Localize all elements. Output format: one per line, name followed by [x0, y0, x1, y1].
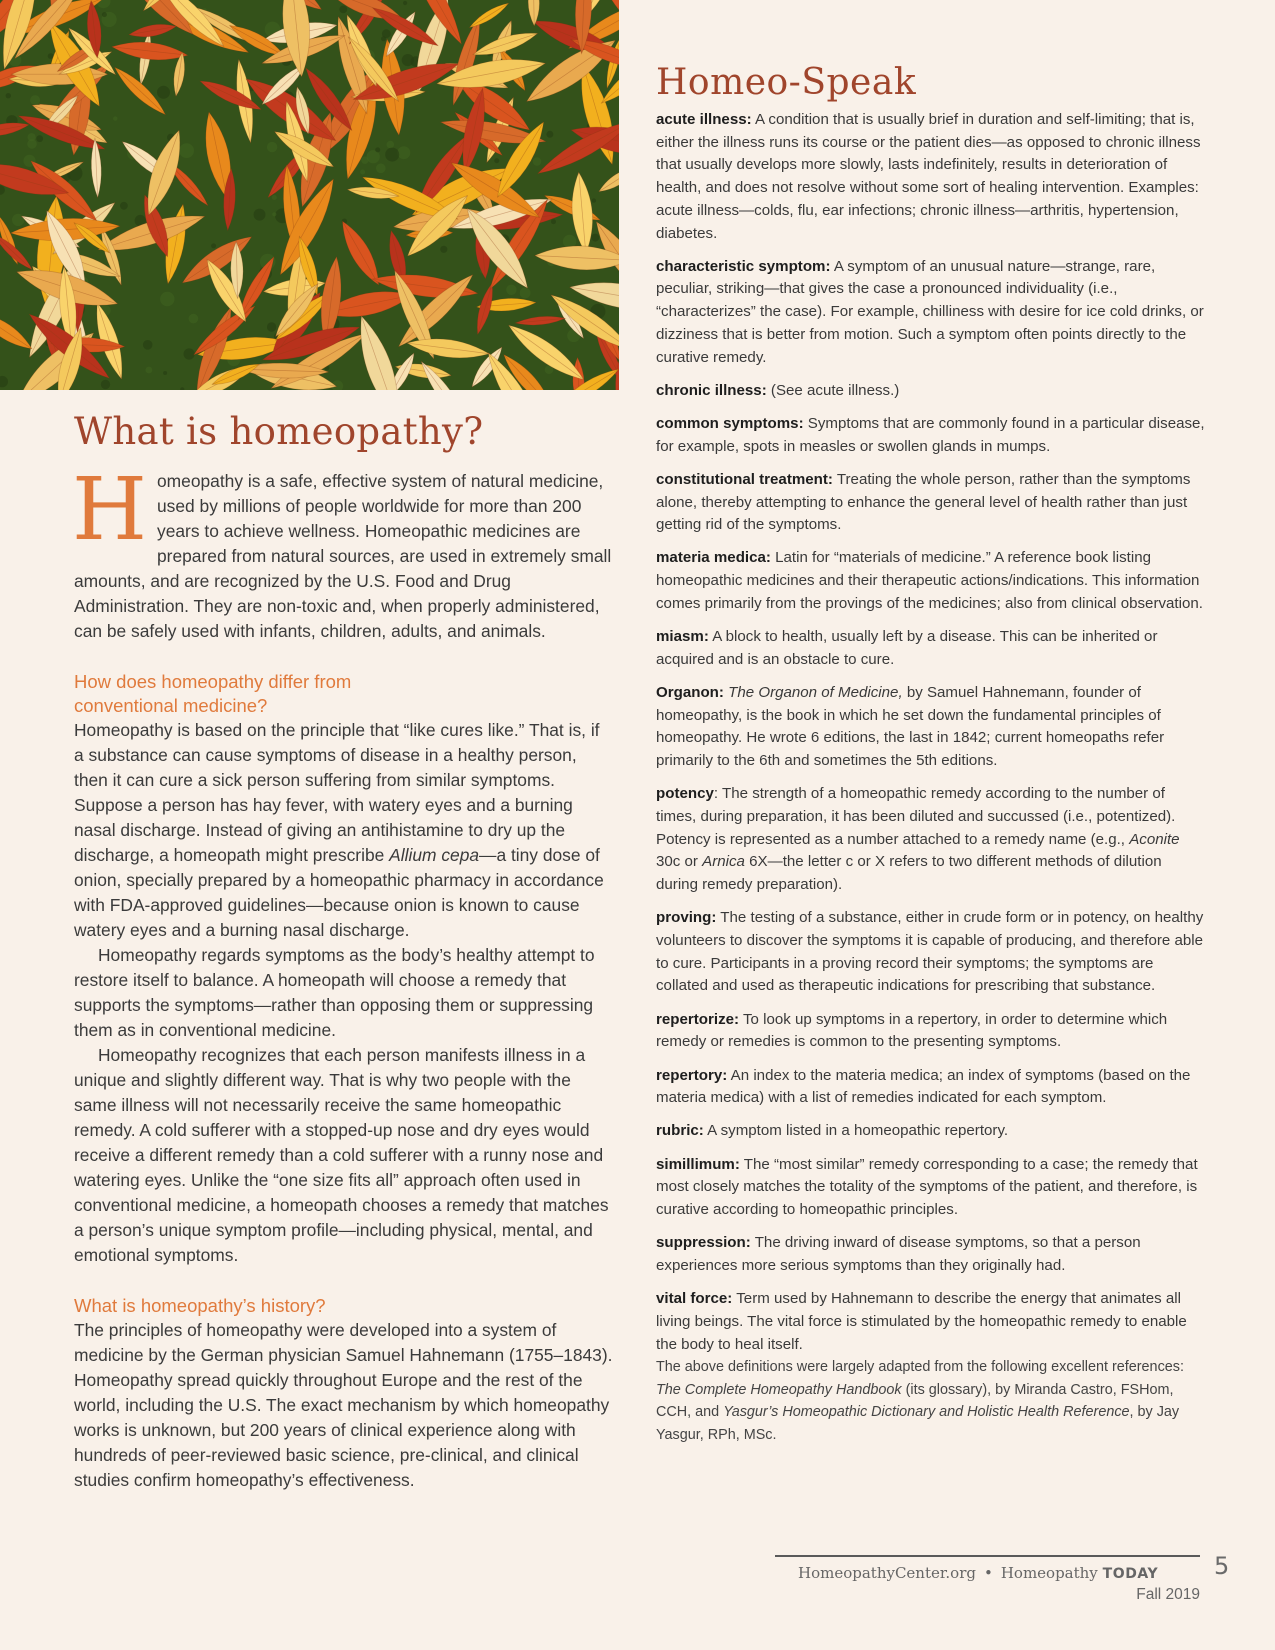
footer-rule [775, 1555, 1200, 1557]
footer-site-link[interactable]: HomeopathyCenter.org [798, 1564, 976, 1582]
paragraph-symptoms-balance: Homeopathy regards symptoms as the body’s healthy attempt to restore itself to balance. A homeopath will choose a remedy that supports the symptoms—rather than opposing them or suppressing them as in conventional medicine. [74, 945, 595, 1040]
glossary-entry-acute-illness: acute illness: A condition that is usually brief in duration and self-limiting; that is, either the illness runs its course or the patient dies—as opposed to chronic illness that usually develops more slowly, lasts indefinitely, results in deterioration of health, and does not resolve without some sort of healing intervention. Examples: acute illness—colds, flu, ear infections; chronic illness—arthritis, hypertension, diabetes. [656, 111, 1201, 242]
footer-issue-date: Fall 2019 [1136, 1586, 1200, 1603]
section-heading-differ: How does homeopathy differ from conventional medicine? [74, 671, 352, 716]
glossary-entry-organon: Organon: The Organon of Medicine, by Samuel Hahnemann, founder of homeopathy, is the book in which he set down the fundamental principles of homeopathy. He wrote 6 editions, the last in 1842; current homeopaths refer primarily to the 6th and sometimes the 5th editions. [656, 683, 1165, 770]
footer-magazine-name: Homeopathy [1000, 1564, 1098, 1582]
glossary-entry-potency: potency: The strength of a homeopathic remedy according to the number of times, during preparation, it has been diluted and succussed (i.e., potentized). Potency is represented as a number attached to a remedy name (e.g., Aconite 30c or Arnica 6X—the letter c or X refers to two different methods of dilution during remedy preparation). [656, 785, 1180, 894]
footer-magazine-today: TODAY [1102, 1566, 1159, 1582]
drop-cap: H [72, 460, 147, 560]
glossary-entry-simillimum: simillimum: The “most similar” remedy corresponding to a case; the remedy that most closely matches the totality of the symptoms of the patient, and therefore, is curative according to homeopathic principles. [656, 1155, 1198, 1219]
glossary-entry-rubric: rubric: A symptom listed in a homeopathic repertory. [656, 1122, 1009, 1140]
glossary-entry-chronic-illness: chronic illness: (See acute illness.) [656, 381, 900, 399]
glossary-source-note: The above definitions were largely adapted from the following excellent references: The Complete Homeopathy Handbook (its glossary), by Miranda Castro, FSHom, CCH, and Yasgur’s Homeopathic Dictionary and Holistic Health Reference, by Jay Yasgur, RPh, MSc. [656, 1359, 1184, 1444]
paragraph-like-cures-like: Homeopathy is based on the principle that “like cures like.” That is, if a substance can cause symptoms of disease in a healthy person, then it can cure a sick person suffering from similar symptoms. Suppose a person has hay fever, with watery eyes and a burning nasal discharge. Instead of giving an antihistamine to dry up the discharge, a homeopath might prescribe Allium cepa—a tiny dose of onion, specially prepared by a homeopathic pharmacy in accordance with FDA-approved guidelines—because onion is known to cause watery eyes and a burning nasal discharge. [74, 720, 604, 940]
page-number: 5 [1214, 1552, 1230, 1580]
article-column [74, 410, 614, 1493]
autumn-leaves-photo [0, 0, 619, 390]
footer [798, 1564, 1200, 1604]
glossary-title: Homeo-Speak [656, 62, 917, 103]
glossary-entry-miasm: miasm: A block to health, usually left by a disease. This can be inherited or acquired and is an obstacle to cure. [656, 628, 1158, 668]
paragraph-history: The principles of homeopathy were developed into a system of medicine by the German physician Samuel Hahnemann (1755–1843). Homeopathy spread quickly throughout Europe and the rest of the world, including the U.S. The exact mechanism by which homeopathy works is unknown, but 200 years of clinical experience along with hundreds of peer-reviewed basic science, pre-clinical, and clinical studies confirm homeopathy’s effectiveness. [74, 1320, 613, 1490]
glossary-entry-suppression: suppression: The driving inward of disease symptoms, so that a person experiences more serious symptoms than they originally had. [656, 1234, 1141, 1274]
paragraph-individual-illness: Homeopathy recognizes that each person manifests illness in a unique and slightly different way. That is why two people with the same illness will not necessarily receive the same homeopathic remedy. A cold sufferer with a stopped-up nose and dry eyes would receive a different remedy than a cold sufferer with a runny nose and watering eyes. Unlike the “one size fits all” approach often used in conventional medicine, a homeopath chooses a remedy that matches a person’s unique symptom profile—including physical, mental, and emotional symptoms. [74, 1045, 609, 1265]
intro-paragraph: Homeopathy is a safe, effective system of natural medicine, used by millions of people worldwide for more than 200 years to achieve wellness. Homeopathic medicines are prepared from natural sources, are used in extremely small amounts, and are recognized by the U.S. Food and Drug Administration. They are non-toxic and, when properly administered, can be safely used with infants, children, adults, and animals. [72, 460, 612, 641]
glossary-entry-proving: proving: The testing of a substance, either in crude form or in potency, on healthy volunteers to discover the symptoms it is capable of producing, and therefore able to cure. Participants in a proving record their symptoms; the symptoms are collated and used as therapeutic indications for prescribing that substance. [656, 909, 1204, 995]
footer-bullet: • [983, 1564, 993, 1582]
glossary-entry-materia-medica: materia medica: Latin for “materials of medicine.” A reference book listing homeopathic medicines and their therapeutic actions/indications. This information comes primarily from the provings of the medicines; also from clinical observation. [656, 549, 1203, 612]
article-title: What is homeopathy? [74, 410, 484, 453]
glossary-entry-repertory: repertory: An index to the materia medica; an index of symptoms (based on the materia medica) with a list of remedies indicated for each symptom. [656, 1066, 1191, 1107]
section-heading-history: What is homeopathy’s history? [74, 1295, 326, 1316]
glossary-entry-common-symptoms: common symptoms: Symptoms that are commonly found in a particular disease, for example, spots in measles or swollen glands in mumps. [656, 414, 1205, 455]
leaves-illustration [0, 0, 619, 390]
glossary-entry-vital-force: vital force: Term used by Hahnemann to describe the energy that animates all living beings. The vital force is stimulated by the homeopathic remedy to enable the body to heal itself. [656, 1290, 1187, 1353]
glossary-entry-characteristic-symptom: characteristic symptom: A symptom of an unusual nature—strange, rare, peculiar, striking—that gives the case a pronounced individuality (i.e., “characterizes” the case). For example, chilliness with desire for ice cold drinks, or dizziness that is better from motion. Such a symptom often points directly to the curative remedy. [656, 257, 1204, 366]
glossary-column [656, 62, 1206, 1447]
glossary-entry-constitutional-treatment: constitutional treatment: Treating the whole person, rather than the symptoms alone, thereby attempting to enhance the general level of health rather than just getting rid of the symptoms. [656, 470, 1191, 534]
glossary-entry-repertorize: repertorize: To look up symptoms in a repertory, in order to determine which remedy or remedies is common to the presenting symptoms. [656, 1010, 1168, 1051]
